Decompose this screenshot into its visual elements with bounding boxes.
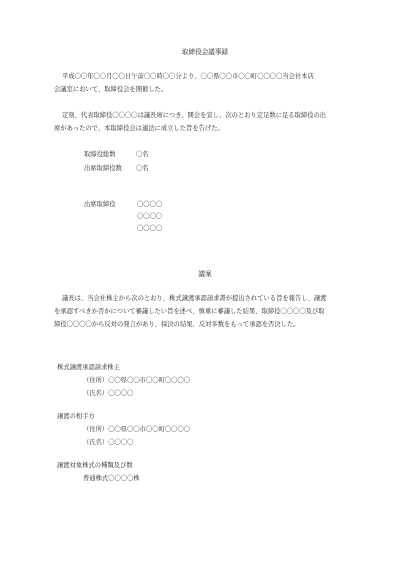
agenda-line-3: 締役〇〇〇〇から反対の発言があり、採決の結果、反対多数をもって承認を否決した。 <box>54 321 300 328</box>
agenda-line-1: 議長は、当会社株主から次のとおり、株式譲渡承認請求書が提出されている旨を報告し、譲渡 <box>62 295 327 302</box>
agenda-heading: 議案 <box>198 270 212 278</box>
present-directors-label: 出席取締役数 <box>84 165 122 172</box>
requester-heading: 株式譲渡承認請求株主 <box>57 364 120 371</box>
agenda-line-2: を承認すべきか否かについて審議したい旨を述べ、慎重に審議した結果、取締役〇〇〇〇及び取 <box>54 308 325 315</box>
shares-value: 普通株式〇〇〇〇株 <box>83 475 140 482</box>
opening-line-2: 会議室において、取締役会を開催した。 <box>54 86 168 93</box>
requester-address: （住所）〇〇県〇〇市〇〇町〇〇〇〇 <box>83 377 191 384</box>
quorum-line-1: 定刻、代表取締役〇〇〇〇は議長席につき、開会を宣し、次のとおり定足数に足る取締役の出 <box>62 112 327 119</box>
shares-heading: 譲渡対象株式の種類及び数 <box>57 462 133 469</box>
attendee-name: 〇〇〇〇 <box>137 201 163 208</box>
attendees-label: 出席取締役 <box>84 201 116 208</box>
counterparty-heading: 譲渡の相手方 <box>57 413 95 420</box>
attendee-name: 〇〇〇〇 <box>137 213 163 220</box>
quorum-line-2: 席があったので、本取締役会は適法に成立した旨を告げた。 <box>54 125 224 132</box>
attendee-name: 〇〇〇〇 <box>137 225 163 232</box>
counterparty-name: （氏名）〇〇〇〇 <box>83 439 134 446</box>
total-directors-value: 〇名 <box>136 151 149 158</box>
requester-name: （氏名）〇〇〇〇 <box>83 390 134 397</box>
total-directors-label: 取締役総数 <box>84 151 116 158</box>
counterparty-address: （住所）〇〇県〇〇市〇〇町〇〇〇〇 <box>83 426 191 433</box>
opening-line-1: 平成〇〇年〇〇月〇〇日午前〇〇時〇〇分より、〇〇県〇〇市〇〇町〇〇〇〇当会社本店 <box>62 73 314 80</box>
document-title: 取締役会議事録 <box>181 48 229 56</box>
present-directors-value: 〇名 <box>136 165 149 172</box>
